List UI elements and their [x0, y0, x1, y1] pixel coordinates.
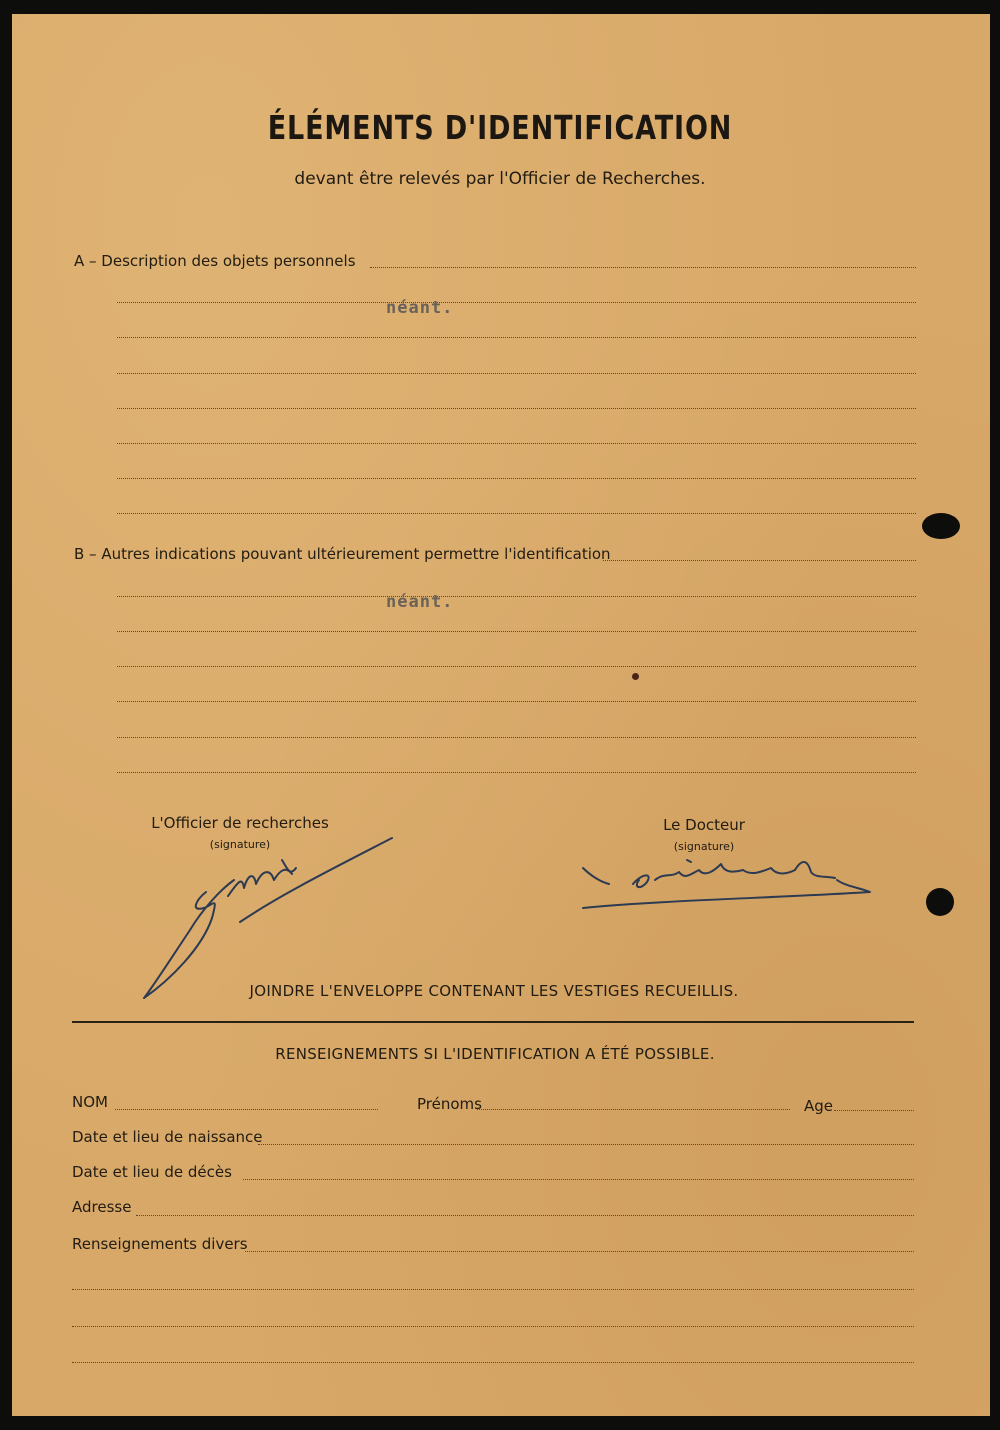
- deces-field[interactable]: [243, 1179, 914, 1180]
- section-a-line[interactable]: [117, 337, 916, 338]
- adresse-label: Adresse: [72, 1198, 132, 1216]
- section-a-line[interactable]: [117, 513, 916, 514]
- nom-field[interactable]: [115, 1109, 378, 1110]
- separator-rule: [72, 1021, 914, 1023]
- age-label: Age: [804, 1097, 834, 1115]
- nom-label: NOM: [72, 1093, 108, 1111]
- section-a-label: A – Description des objets personnels: [74, 252, 356, 270]
- section-a-line[interactable]: [117, 302, 916, 303]
- identification-heading: RENSEIGNEMENTS SI L'IDENTIFICATION A ÉTÉ POSSIBLE.: [275, 1045, 715, 1063]
- doctor-signature: [575, 850, 880, 920]
- section-a-line[interactable]: [117, 478, 916, 479]
- section-a-line[interactable]: [117, 373, 916, 374]
- punch-hole: [926, 888, 954, 916]
- instruction-text: JOINDRE L'ENVELOPPE CONTENANT LES VESTIGES RECUEILLIS.: [249, 982, 739, 1000]
- section-b-label: B – Autres indications pouvant ultérieurement permettre l'identification: [74, 545, 611, 563]
- deces-label: Date et lieu de décès: [72, 1163, 232, 1181]
- doctor-signature-label: Le Docteur: [663, 816, 745, 834]
- section-b-line[interactable]: [117, 596, 916, 597]
- section-a-line[interactable]: [117, 408, 916, 409]
- age-field[interactable]: [834, 1110, 914, 1111]
- divers-field[interactable]: [72, 1289, 914, 1290]
- naissance-label: Date et lieu de naissance: [72, 1128, 263, 1146]
- ink-spot: [632, 673, 639, 680]
- divers-field[interactable]: [245, 1251, 914, 1252]
- section-b-line[interactable]: [117, 772, 916, 773]
- divers-label: Renseignements divers: [72, 1235, 248, 1253]
- section-a-line[interactable]: [370, 267, 916, 268]
- prenoms-field[interactable]: [477, 1109, 790, 1110]
- section-b-typed-value: néant.: [386, 592, 454, 612]
- section-b-line[interactable]: [117, 631, 916, 632]
- punch-hole: [922, 513, 960, 539]
- document-subtitle: devant être relevés par l'Officier de Recherches.: [294, 169, 706, 189]
- naissance-field[interactable]: [258, 1144, 914, 1145]
- prenoms-label: Prénoms: [417, 1095, 482, 1113]
- divers-field[interactable]: [72, 1362, 914, 1363]
- section-b-line[interactable]: [603, 560, 916, 561]
- document-title: ÉLÉMENTS D'IDENTIFICATION: [267, 108, 733, 147]
- adresse-field[interactable]: [136, 1215, 914, 1216]
- divers-field[interactable]: [72, 1326, 914, 1327]
- section-b-line[interactable]: [117, 701, 916, 702]
- section-b-line[interactable]: [117, 666, 916, 667]
- officer-signature-label: L'Officier de recherches: [151, 814, 329, 832]
- officer-signature-sub: (signature): [209, 838, 271, 851]
- doctor-signature-sub: (signature): [673, 840, 735, 853]
- section-a-typed-value: néant.: [386, 298, 454, 318]
- document-sheet: [12, 14, 990, 1416]
- section-a-line[interactable]: [117, 443, 916, 444]
- section-b-line[interactable]: [117, 737, 916, 738]
